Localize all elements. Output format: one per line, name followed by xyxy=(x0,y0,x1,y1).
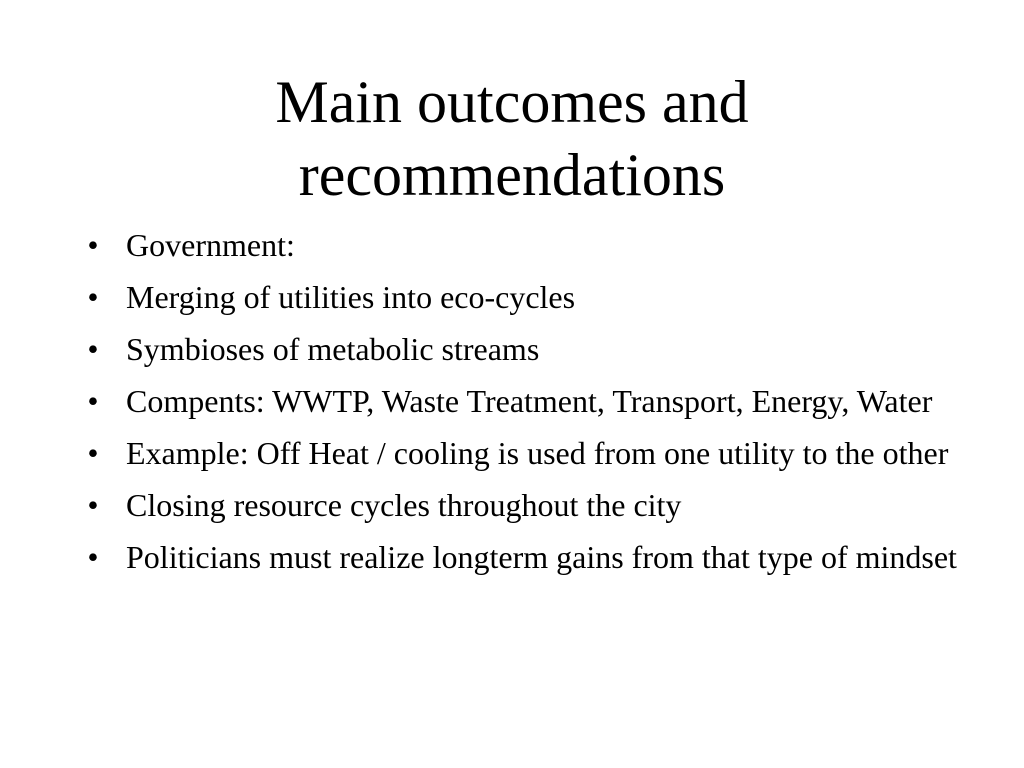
bullet-icon: • xyxy=(87,539,99,575)
bullet-text: Merging of utilities into eco-cycles xyxy=(126,279,576,315)
bullet-text: Example: Off Heat / cooling is used from one utility to the other xyxy=(126,435,949,471)
bullet-item xyxy=(83,486,963,524)
bullet-text: Compents: WWTP, Waste Treatment, Transport, Energy, Water xyxy=(126,383,933,419)
bullet-item xyxy=(83,538,963,576)
bullet-icon: • xyxy=(87,331,99,367)
bullet-item xyxy=(83,226,963,264)
bullet-item xyxy=(83,330,963,368)
bullet-text: Closing resource cycles throughout the city xyxy=(126,487,682,523)
bullet-icon: • xyxy=(87,487,99,523)
bullet-item xyxy=(83,382,963,420)
bullet-item xyxy=(83,434,963,472)
bullet-item xyxy=(83,278,963,316)
bullet-list xyxy=(83,226,963,590)
bullet-icon: • xyxy=(87,279,99,315)
slide-title-line-2: recommendations xyxy=(298,142,726,208)
slide-title-line-1: Main outcomes and xyxy=(275,69,749,135)
bullet-icon: • xyxy=(87,435,99,471)
bullet-icon: • xyxy=(87,383,99,419)
bullet-text: Symbioses of metabolic streams xyxy=(126,331,540,367)
bullet-text: Government: xyxy=(126,227,295,263)
bullet-text: Politicians must realize longterm gains from that type of mindset xyxy=(126,539,957,575)
slide-title xyxy=(0,66,1024,212)
bullet-icon: • xyxy=(87,227,99,263)
